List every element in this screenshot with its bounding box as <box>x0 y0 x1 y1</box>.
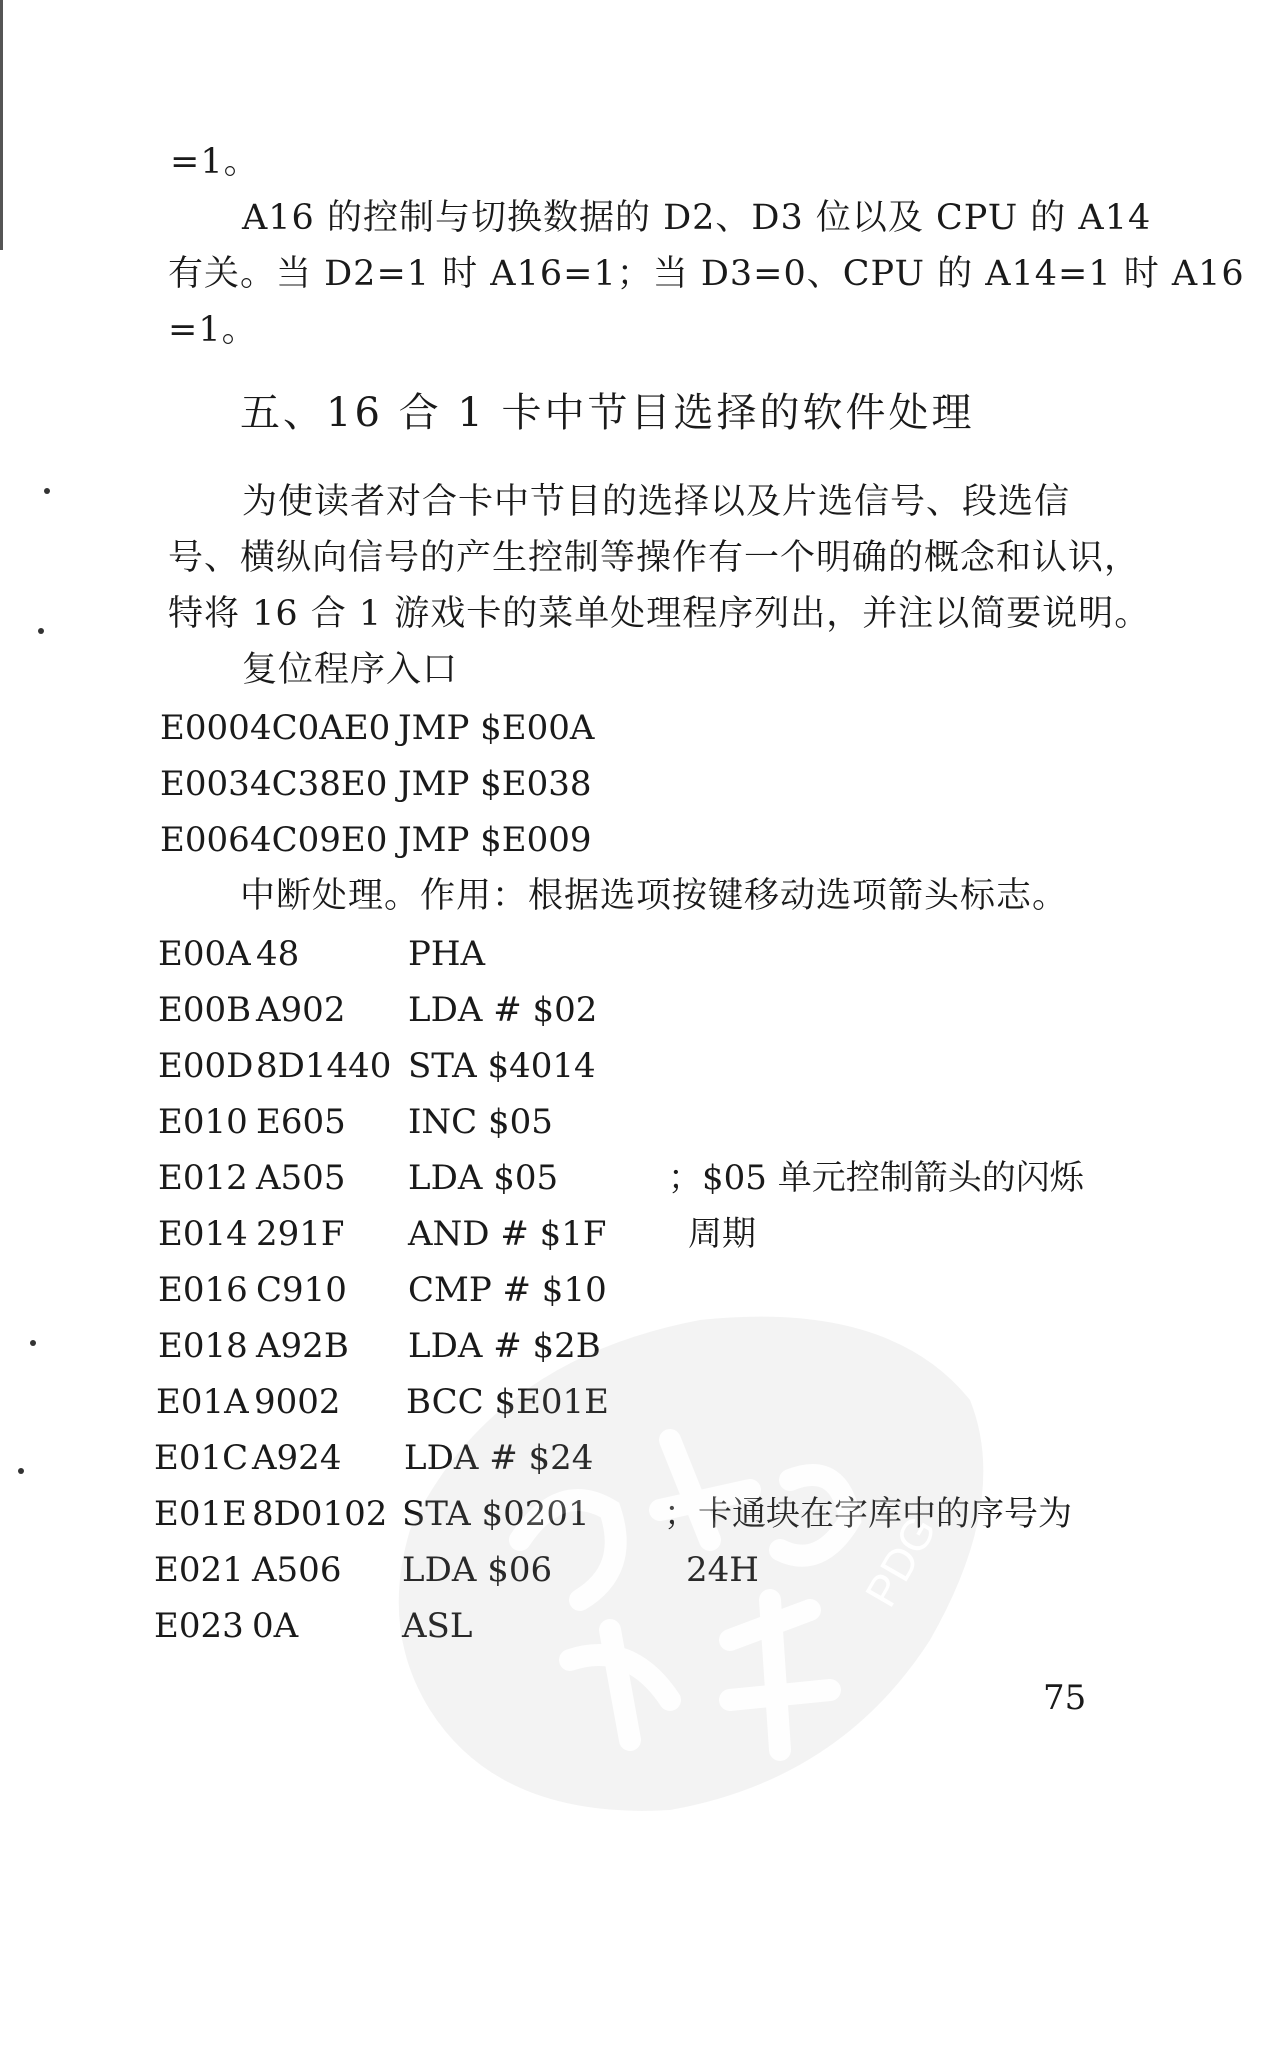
text-line: 号、横纵向信号的产生控制等操作有一个明确的概念和认识， <box>168 538 1141 578</box>
code-instruction: JMP $E009 <box>398 820 592 860</box>
code-instruction: LDA $05 <box>408 1158 559 1198</box>
code-address: E016 <box>158 1270 248 1310</box>
code-address: E003 <box>160 764 250 804</box>
code-instruction: INC $05 <box>408 1102 553 1142</box>
code-hex: C910 <box>256 1270 347 1310</box>
code-address: E000 <box>160 708 250 748</box>
scan-speck <box>30 1340 36 1346</box>
code-address: E01A <box>156 1382 249 1422</box>
section-heading: 五、16 合 1 卡中节目选择的软件处理 <box>240 390 975 436</box>
scan-speck <box>38 628 44 634</box>
code-hex: A92B <box>256 1326 349 1366</box>
scan-margin-line <box>0 0 3 250</box>
code-address: E006 <box>160 820 250 860</box>
watermark-text: PDG <box>856 1507 947 1615</box>
code-address: E01C <box>154 1438 249 1478</box>
code-address: E012 <box>158 1158 248 1198</box>
code-address: E023 <box>154 1606 244 1646</box>
code-address: E00D <box>158 1046 254 1086</box>
code-hex: 4C38E0 <box>250 764 388 804</box>
code-comment: ；$05 单元控制箭头的闪烁 <box>668 1158 1084 1198</box>
code-instruction: PHA <box>408 934 486 974</box>
scan-speck <box>18 1468 24 1474</box>
code-address: E00B <box>158 990 252 1030</box>
code-hex: A506 <box>252 1550 342 1590</box>
code-instruction: AND # $1F <box>408 1214 607 1254</box>
code-hex: A902 <box>256 990 346 1030</box>
code-instruction: LDA # $02 <box>408 990 598 1030</box>
code-comment: 24H <box>686 1550 759 1590</box>
code-hex: 48 <box>256 934 300 974</box>
code-hex: A505 <box>256 1158 346 1198</box>
text-line: =1。 <box>168 310 258 350</box>
text-line: =1。 <box>170 142 260 182</box>
scan-speck <box>44 488 50 494</box>
code-instruction: STA $4014 <box>408 1046 596 1086</box>
text-line: 有关。当 D2=1 时 A16=1；当 D3=0、CPU 的 A14=1 时 A16 <box>168 254 1245 294</box>
code-section-label: 中断处理。作用：根据选项按键移动选项箭头标志。 <box>240 876 1069 916</box>
code-hex: 8D0102 <box>252 1494 388 1534</box>
code-address: E014 <box>158 1214 248 1254</box>
code-instruction: JMP $E00A <box>398 708 595 748</box>
code-address: E010 <box>158 1102 248 1142</box>
page-number: 75 <box>1043 1678 1087 1718</box>
code-hex: 0A <box>252 1606 299 1646</box>
code-hex: E605 <box>256 1102 346 1142</box>
code-comment: ；卡通块在字库中的序号为 <box>664 1494 1072 1534</box>
code-instruction: STA $0201 <box>402 1494 590 1534</box>
code-instruction: LDA # $2B <box>408 1326 601 1366</box>
code-instruction: BCC $E01E <box>406 1382 609 1422</box>
code-hex: 4C0AE0 <box>250 708 391 748</box>
code-hex: 8D1440 <box>256 1046 392 1086</box>
code-instruction: LDA # $24 <box>404 1438 594 1478</box>
code-hex: 4C09E0 <box>250 820 388 860</box>
code-instruction: ASL <box>402 1606 473 1646</box>
code-address: E01E <box>154 1494 247 1534</box>
code-section-label: 复位程序入口 <box>242 650 459 690</box>
text-line: A16 的控制与切换数据的 D2、D3 位以及 CPU 的 A14 <box>242 198 1152 238</box>
code-hex: 291F <box>256 1214 345 1254</box>
code-instruction: JMP $E038 <box>398 764 592 804</box>
text-line: 特将 16 合 1 游戏卡的菜单处理程序列出，并注以简要说明。 <box>168 594 1151 634</box>
text-line: 为使读者对合卡中节目的选择以及片选信号、段选信 <box>242 482 1071 522</box>
code-address: E00A <box>158 934 251 974</box>
code-comment: 周期 <box>688 1214 756 1254</box>
code-hex: A924 <box>252 1438 342 1478</box>
code-instruction: LDA $06 <box>402 1550 553 1590</box>
code-hex: 9002 <box>254 1382 341 1422</box>
code-address: E018 <box>158 1326 248 1366</box>
code-instruction: CMP # $10 <box>408 1270 607 1310</box>
code-address: E021 <box>154 1550 244 1590</box>
